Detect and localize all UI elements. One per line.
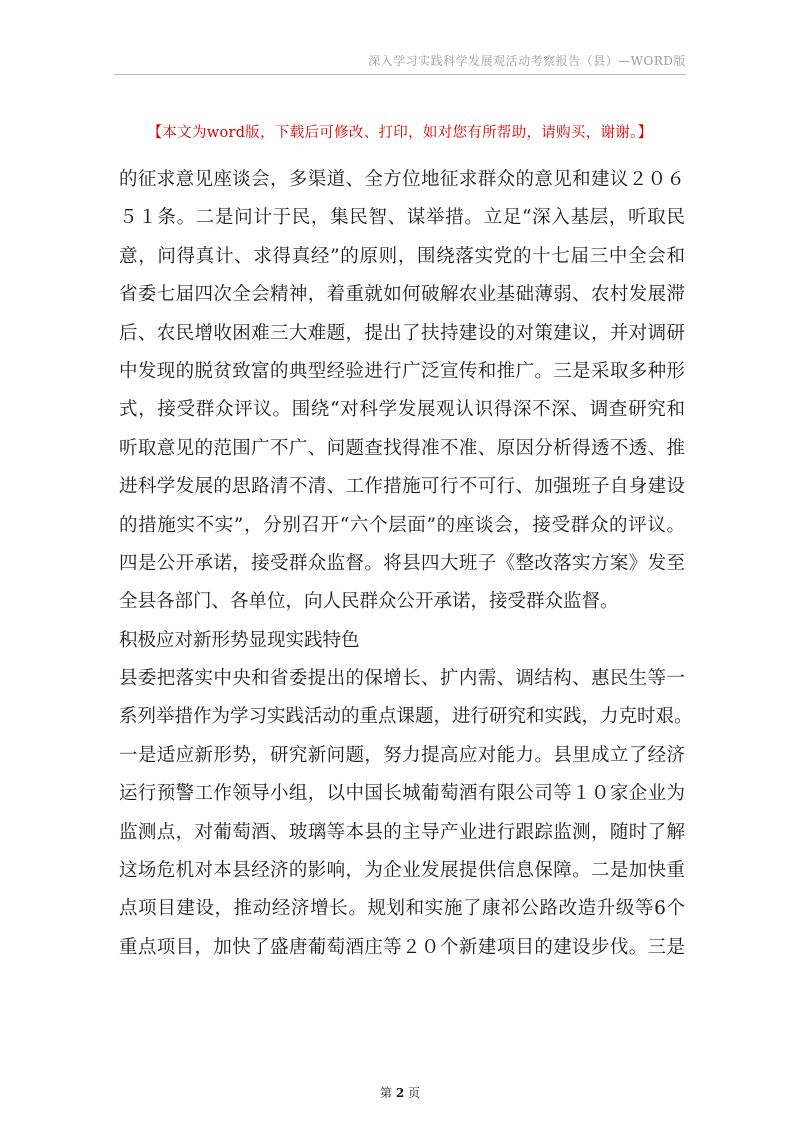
body-line: 县委把落实中央和省委提出的保增长、扩内需、调结构、惠民生等一: [119, 668, 685, 690]
body-line: 省委七届四次全会精神，着重就如何破解农业基础薄弱、农村发展滞: [119, 284, 685, 306]
header-divider: [114, 74, 686, 75]
purchase-notice: 【本文为word版，下载后可修改、打印，如对您有所帮助，请购买，谢谢。】: [147, 125, 653, 141]
body-line: 的征求意见座谈会，多渠道、全方位地征求群众的意见和建议２０６: [119, 169, 685, 190]
body-line: ５１条。二是问计于民，集民智、谋举措。立足“深入基层，听取民: [119, 207, 685, 229]
body-line: 全县各部门、各单位，向人民群众公开承诺，接受群众监督。: [119, 591, 619, 613]
page-footer: [0, 1084, 800, 1101]
body-line: 式，接受群众评议。围绕“对科学发展观认识得深不深、调查研究和: [119, 399, 685, 421]
body-line: 运行预警工作领导小组，以中国长城葡萄酒有限公司等１０家企业为: [119, 783, 685, 805]
footer-prefix: 第: [379, 1086, 392, 1100]
body-line: 这场危机对本县经济的影响，为企业发展提供信息保障。二是加快重: [119, 860, 685, 882]
body-line: 的措施实不实”，分别召开“六个层面”的座谈会，接受群众的评议。: [119, 514, 685, 536]
body-line: 进科学发展的思路清不清、工作措施可行不可行、加强班子自身建设: [119, 476, 685, 498]
body-line: 四是公开承诺，接受群众监督。将县四大班子《整改落实方案》发至: [119, 552, 685, 574]
body-line: 后、农民增收困难三大难题，提出了扶持建设的对策建议，并对调研: [119, 322, 685, 344]
running-header: 深入学习实践科学发展观活动考察报告（县）—WORD版: [368, 54, 686, 68]
body-line: 点项目建设，推动经济增长。规划和实施了康祁公路改造升级等6个: [119, 898, 685, 920]
document-body: [119, 161, 693, 967]
body-line: 听取意见的范围广不广、问题查找得准不准、原因分析得透不透、推: [119, 437, 685, 459]
body-line: 重点项目，加快了盛唐葡萄酒庄等２０个新建项目的建设步伐。三是: [119, 936, 685, 958]
section-heading: 积极应对新形势显现实践特色: [119, 629, 360, 651]
body-line: 系列举措作为学习实践活动的重点课题，进行研究和实践，力克时艰。: [119, 706, 693, 728]
page-number: 2: [395, 1086, 405, 1100]
body-line: 意，问得真计、求得真经”的原则，围绕落实党的十七届三中全会和: [119, 245, 685, 267]
body-line: 监测点，对葡萄酒、玻璃等本县的主导产业进行跟踪监测，随时了解: [119, 821, 685, 843]
body-line: 中发现的脱贫致富的典型经验进行广泛宣传和推广。三是采取多种形: [119, 360, 685, 382]
body-line: 一是适应新形势，研究新问题，努力提高应对能力。县里成立了经济: [119, 744, 685, 766]
footer-suffix: 页: [408, 1086, 421, 1100]
